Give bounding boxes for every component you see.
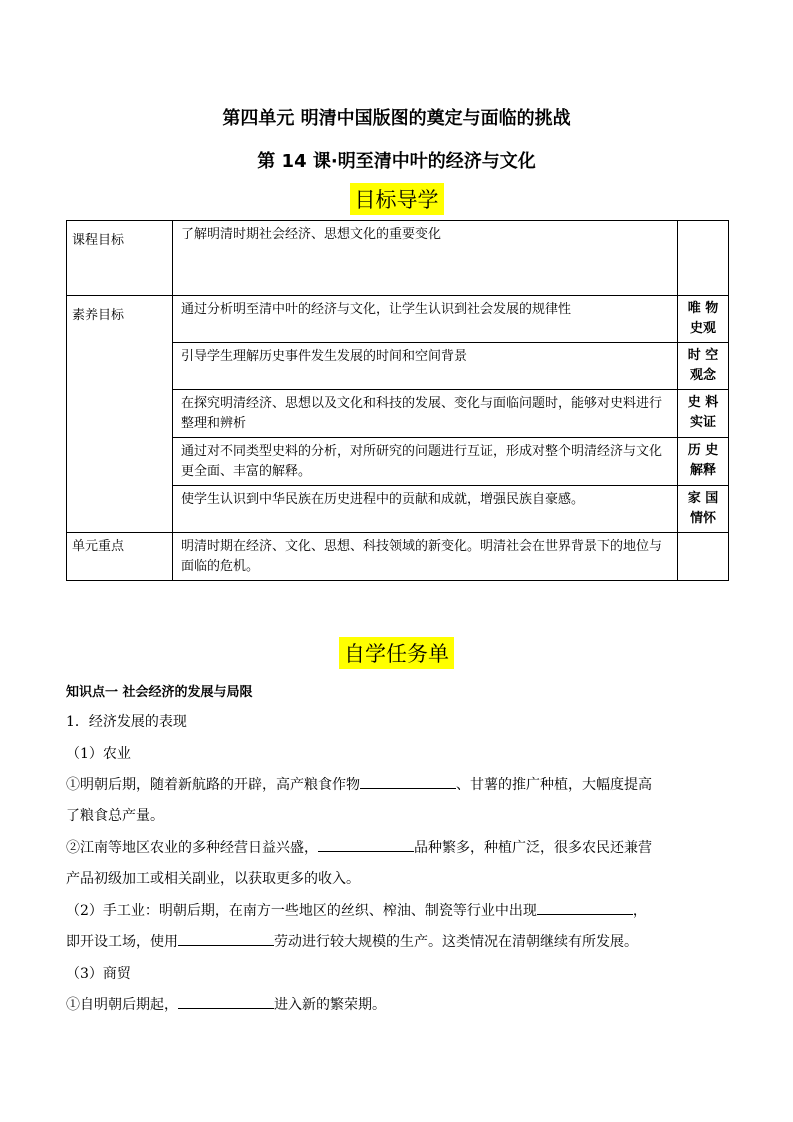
literacy-row <box>67 296 729 343</box>
task-heading: 自学任务单 <box>339 637 454 669</box>
literacy-tag: 家 国 情怀 <box>678 486 729 533</box>
knowledge-point-title: 知识点一 社会经济的发展与局限 <box>66 685 253 700</box>
fill-blank[interactable] <box>178 994 274 1009</box>
agriculture-paragraph-2 <box>66 837 652 857</box>
paragraph-text: （2）手工业：明朝后期，在南方一些地区的丝织、榨油、制瓷等行业中出现 <box>66 903 537 919</box>
literacy-text: 使学生认识到中华民族在历史进程中的贡献和成就，增强民族自豪感。 <box>173 486 678 533</box>
item-heading: 1．经济发展的表现 <box>66 714 187 730</box>
course-goal-side <box>678 221 729 296</box>
unit-title: 第四单元 明清中国版图的奠定与面临的挑战 <box>222 108 571 129</box>
literacy-tag: 历 史 解释 <box>678 438 729 486</box>
paragraph-text: 产品初级加工或相关副业，以获取更多的收入。 <box>66 871 360 887</box>
task-heading-wrap <box>0 637 793 669</box>
agriculture-heading: （1）农业 <box>66 746 131 762</box>
key-point-row <box>67 533 729 581</box>
fill-blank[interactable] <box>178 931 274 946</box>
key-point-label: 单元重点 <box>67 533 173 581</box>
key-point-side <box>678 533 729 581</box>
literacy-tag: 时 空 观念 <box>678 343 729 390</box>
literacy-tag: 唯 物 史观 <box>678 296 729 343</box>
goals-heading: 目标导学 <box>350 183 444 215</box>
handicraft-paragraph <box>66 900 647 920</box>
course-goal-row <box>67 221 729 296</box>
course-goal-text: 了解明清时期社会经济、思想文化的重要变化 <box>173 221 678 296</box>
fill-blank[interactable] <box>360 774 456 789</box>
course-goal-label: 课程目标 <box>67 221 173 296</box>
literacy-goal-label: 素养目标 <box>67 296 173 533</box>
handicraft-paragraph-cont <box>66 931 638 951</box>
fill-blank[interactable] <box>318 837 414 852</box>
literacy-text: 引导学生理解历史事件发生发展的时间和空间背景 <box>173 343 678 390</box>
paragraph-text: 劳动进行较大规模的生产。这类情况在清朝继续有所发展。 <box>274 934 638 950</box>
paragraph-text: 了粮食总产量。 <box>66 808 164 824</box>
paragraph-text: ②江南等地区农业的多种经营日益兴盛， <box>66 840 318 856</box>
key-point-text: 明清时期在经济、文化、思想、科技领域的新变化。明清社会在世界背景下的地位与面临的危机。 <box>173 533 678 581</box>
literacy-tag: 史 料 实证 <box>678 390 729 438</box>
paragraph-text: 即开设工场，使用 <box>66 934 178 950</box>
paragraph-text: ， <box>632 903 647 919</box>
agriculture-paragraph-1 <box>66 774 652 794</box>
paragraph-text: 品种繁多，种植广泛，很多农民还兼营 <box>414 840 652 856</box>
paragraph-text: ①自明朝后期起， <box>66 997 178 1013</box>
goals-table <box>66 220 729 581</box>
paragraph-text: ①明朝后期，随着新航路的开辟，高产粮食作物 <box>66 777 360 793</box>
fill-blank[interactable] <box>537 900 633 915</box>
literacy-text: 通过分析明至清中叶的经济与文化，让学生认识到社会发展的规律性 <box>173 296 678 343</box>
literacy-text: 通过对不同类型史料的分析，对所研究的问题进行互证，形成对整个明清经济与文化更全面、丰富的解释。 <box>173 438 678 486</box>
goals-heading-wrap <box>0 183 793 215</box>
trade-heading: （3）商贸 <box>66 966 131 982</box>
literacy-text: 在探究明清经济、思想以及文化和科技的发展、变化与面临问题时，能够对史料进行整理和辨析 <box>173 390 678 438</box>
trade-paragraph <box>66 994 386 1014</box>
paragraph-text: 进入新的繁荣期。 <box>274 997 386 1013</box>
lesson-title: 第 14 课·明至清中叶的经济与文化 <box>257 151 536 172</box>
paragraph-text: 、甘薯的推广种植，大幅度提高 <box>456 777 652 793</box>
